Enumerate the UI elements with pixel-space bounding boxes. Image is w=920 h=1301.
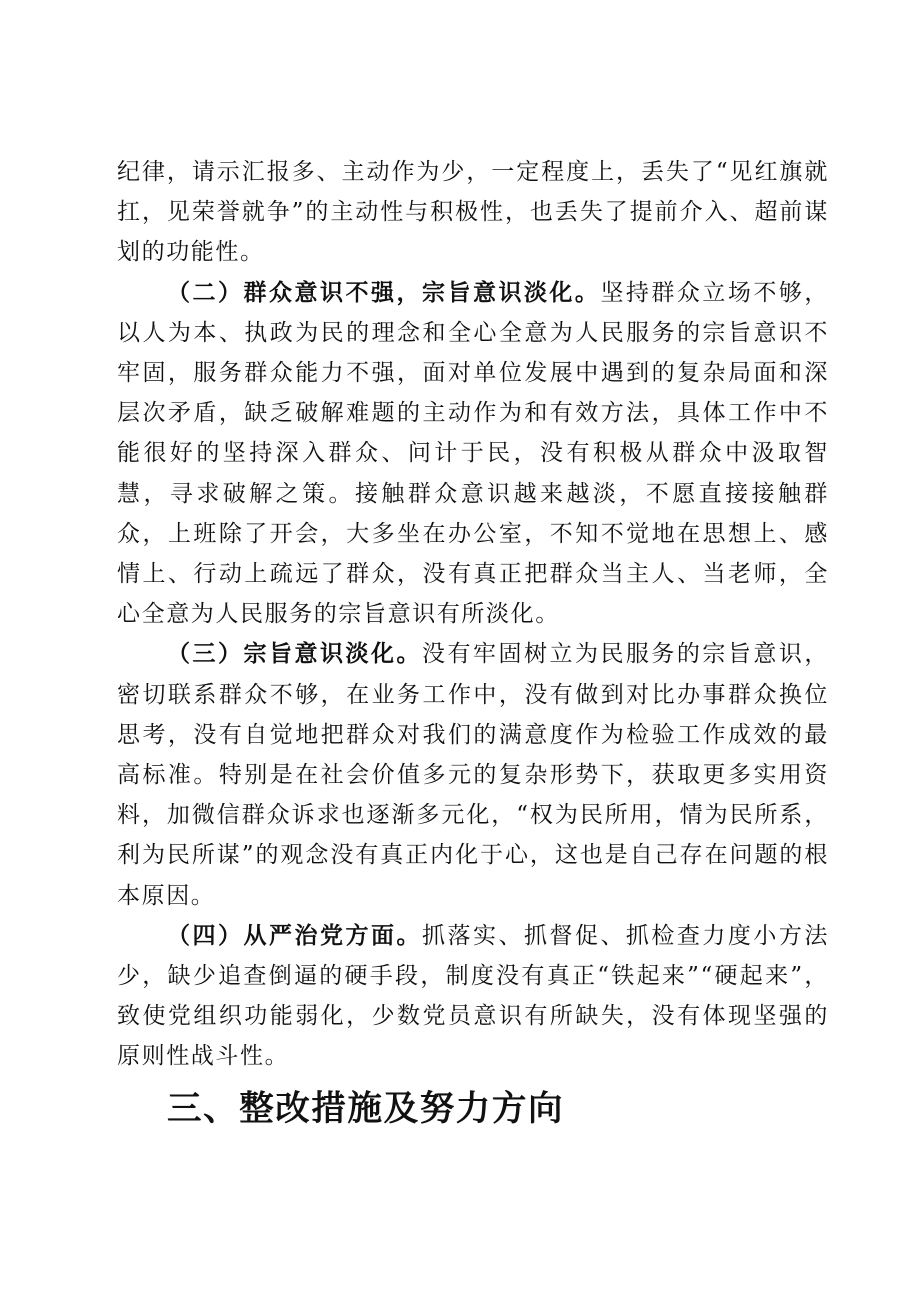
paragraph-continuation <box>117 152 829 273</box>
paragraph-text: 纪律，请示汇报多、主动作为少，一定程度上，丢失了“见红旗就扛，见荣誉就争”的主动性与积极性，也丢失了提前介入、超前谋划的功能性。 <box>117 159 829 266</box>
paragraph-text: 坚持群众立场不够，以人为本、执政为民的理念和全心全意为人民服务的宗旨意识不牢固，服务群众能力不强，面对单位发展中遇到的复杂局面和深层次矛盾，缺乏破解难题的主动作为和有效方法，具体工作中不能很好的坚持深入群众、问计于民，没有积极从群众中汲取智慧，寻求破解之策。接触群众意识越来越淡，不愿直接接触群众，上班除了开会，大多坐在办公室，不知不觉地在思想上、感情上、行动上疏远了群众，没有真正把群众当主人、当老师，全心全意为人民服务的宗旨意识有所淡化。 <box>117 279 830 628</box>
paragraph-lead: （二）群众意识不强，宗旨意识淡化。 <box>167 279 601 306</box>
paragraph-text: 没有牢固树立为民服务的宗旨意识，密切联系群众不够，在业务工作中，没有做到对比办事群众换位思考，没有自觉地把群众对我们的满意度作为检验工作成效的最高标准。特别是在社会价值多元的复杂形势下，获取更多实用资料，加微信群众诉求也逐渐多元化，“权为民所用，情为民所系，利为民所谋”的观念没有真正内化于心，这也是自己存在问题的根本原因。 <box>117 641 830 909</box>
document-body <box>117 152 829 1129</box>
paragraph-lead: （四）从严治党方面。 <box>167 922 422 949</box>
paragraph-text: 抓落实、抓督促、抓检查力度小方法少，缺少追查倒逼的硬手段，制度没有真正“铁起来”“硬起来”，致使党组织功能弱化，少数党员意识有所缺失，没有体现坚强的原则性战斗性。 <box>117 922 830 1070</box>
section-heading: 三、整改措施及努力方向 <box>167 1088 565 1129</box>
paragraph-section-4 <box>117 916 829 1077</box>
paragraph-lead: （三）宗旨意识淡化。 <box>167 641 422 668</box>
paragraph-section-3 <box>117 634 829 915</box>
paragraph-section-2 <box>117 273 829 635</box>
